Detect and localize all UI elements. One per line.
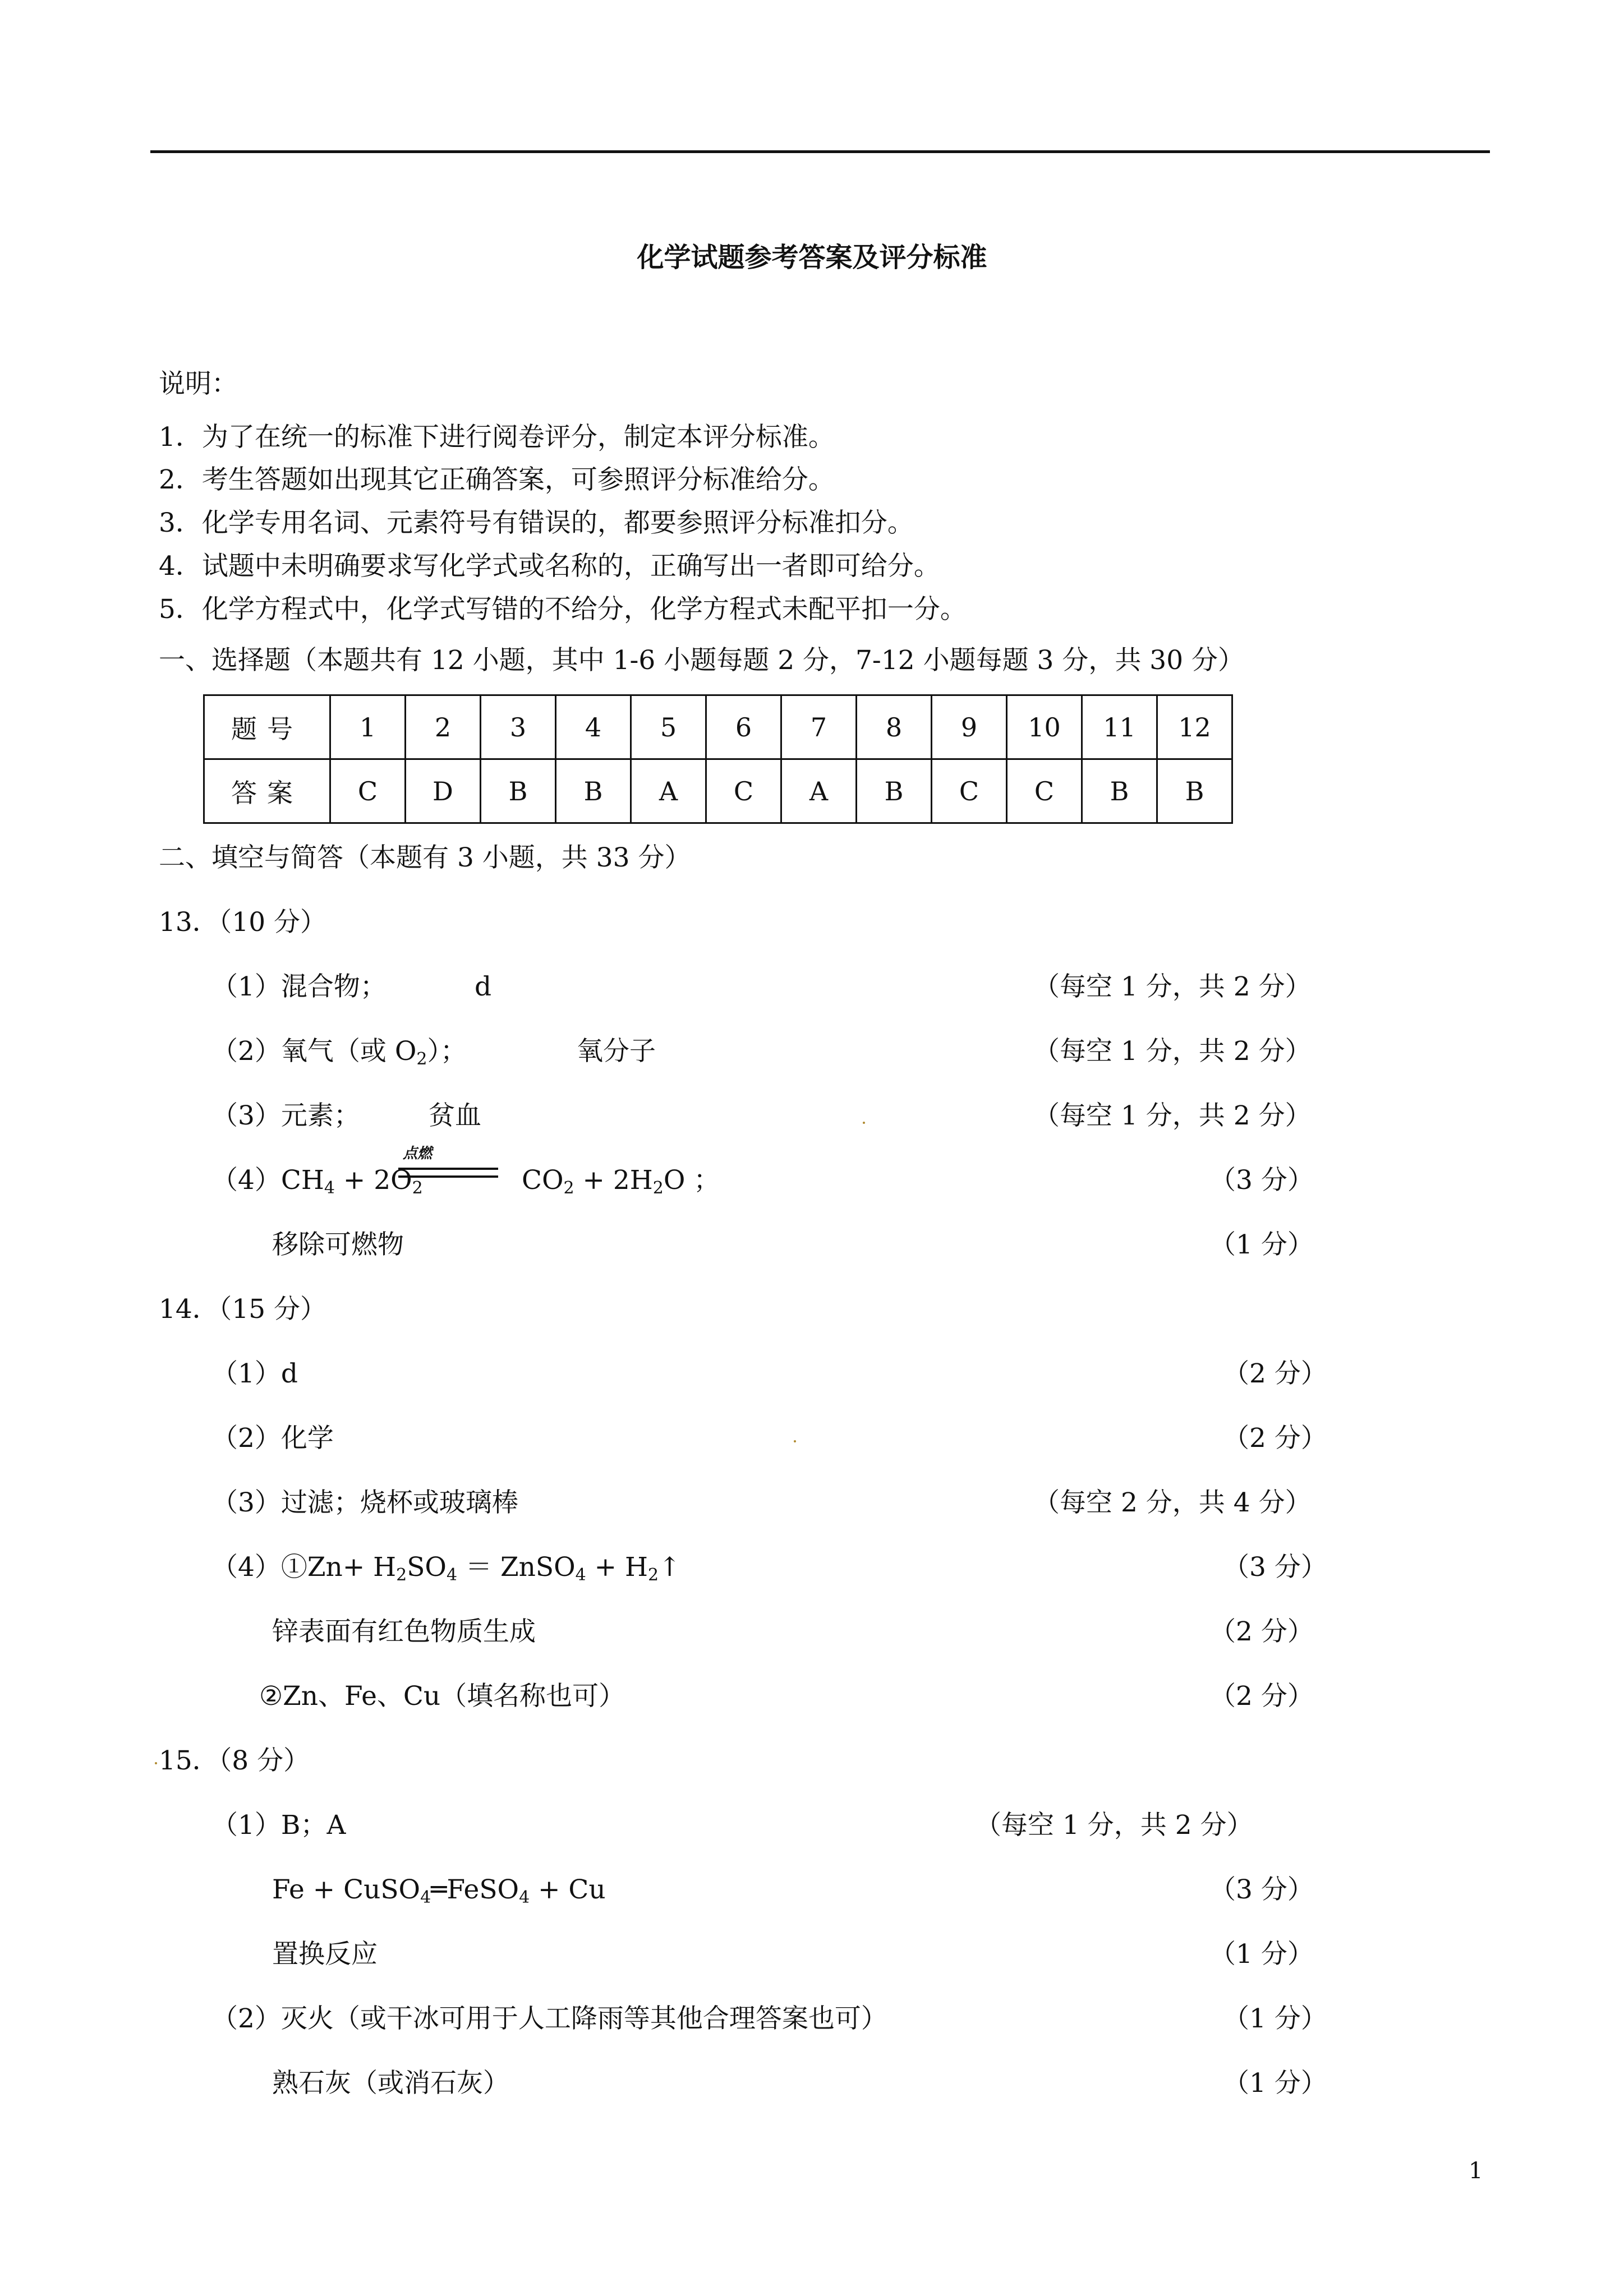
row-label-answer: 答案 bbox=[204, 759, 330, 823]
answer-cell: C bbox=[932, 759, 1007, 823]
q14-2-answer: （2）化学 bbox=[211, 1423, 334, 1454]
row-label-number: 题号 bbox=[204, 695, 330, 759]
note-3: 3．化学专用名词、元素符号有错误的，都要参照评分标准扣分。 bbox=[159, 508, 914, 538]
q14-1-score: （2 分） bbox=[1223, 1358, 1327, 1389]
answer-cell: A bbox=[781, 759, 857, 823]
q15-2-answer: （2）灭火（或干冰可用于人工降雨等其他合理答案也可） bbox=[211, 2003, 887, 2034]
q13-3-score: （每空 1 分，共 2 分） bbox=[1033, 1100, 1312, 1131]
q15-1-score: （每空 1 分，共 2 分） bbox=[975, 1810, 1253, 1841]
speck bbox=[863, 1122, 865, 1124]
number-cell: 6 bbox=[706, 695, 781, 759]
number-cell: 3 bbox=[481, 695, 556, 759]
number-cell: 10 bbox=[1007, 695, 1082, 759]
q14-6-answer: ②Zn、Fe、Cu（填名称也可） bbox=[259, 1681, 625, 1712]
answer-cell: B bbox=[481, 759, 556, 823]
number-cell: 12 bbox=[1157, 695, 1232, 759]
q15-heading: 15．（8 分） bbox=[159, 1745, 310, 1776]
q14-3-score: （每空 2 分，共 4 分） bbox=[1033, 1487, 1312, 1518]
q14-2-score: （2 分） bbox=[1223, 1423, 1327, 1454]
number-cell: 4 bbox=[556, 695, 631, 759]
q13-1-answer: （1）混合物； bbox=[211, 971, 387, 1002]
page-number: 1 bbox=[1469, 2158, 1483, 2184]
q13-4-reactants: $(4)CH_4 + 2O_2$ bbox=[211, 1165, 423, 1198]
q13-2-score: （每空 1 分，共 2 分） bbox=[1033, 1036, 1312, 1067]
q15-1-reaction-type: 置换反应 bbox=[272, 1939, 378, 1970]
q14-3-answer: （3）过滤；烧杯或玻璃棒 bbox=[211, 1487, 518, 1518]
notes-heading: 说明： bbox=[159, 368, 238, 399]
note-4: 4．试题中未明确要求写化学式或名称的，正确写出一者即可给分。 bbox=[159, 551, 940, 582]
answer-cell: A bbox=[631, 759, 706, 823]
q13-4-products: $CO_2 + 2H_2O$ ； bbox=[522, 1165, 720, 1198]
q14-heading: 14．（15 分） bbox=[159, 1294, 327, 1325]
reaction-condition: 点燃 bbox=[403, 1145, 433, 1162]
number-cell: 2 bbox=[406, 695, 481, 759]
q13-1-score: （每空 1 分，共 2 分） bbox=[1033, 971, 1312, 1002]
answer-cell: C bbox=[706, 759, 781, 823]
number-cell: 11 bbox=[1082, 695, 1157, 759]
answer-cell: B bbox=[556, 759, 631, 823]
answer-cell: C bbox=[330, 759, 406, 823]
q15-1-answer: （1）B；A bbox=[211, 1810, 346, 1841]
double-bar-equals-icon bbox=[397, 1164, 499, 1183]
q15-2-answer-b-score: （1 分） bbox=[1223, 2068, 1327, 2099]
number-cell: 9 bbox=[932, 695, 1007, 759]
answer-table-answer-row bbox=[204, 759, 1232, 823]
note-5: 5．化学方程式中，化学式写错的不给分，化学方程式未配平扣一分。 bbox=[159, 594, 967, 625]
q15-1-equation: Fe + CuSO$_4$═FeSO$_4$ + Cu bbox=[272, 1874, 606, 1907]
answer-cell: B bbox=[857, 759, 932, 823]
q14-1-answer: （1）d bbox=[211, 1358, 298, 1389]
q15-2-answer-b: 熟石灰（或消石灰） bbox=[272, 2068, 509, 2099]
q14-6-score: （2 分） bbox=[1209, 1681, 1314, 1712]
q14-5-score: （2 分） bbox=[1209, 1616, 1314, 1647]
answer-cell: B bbox=[1082, 759, 1157, 823]
q13-1-answer-b: d bbox=[475, 971, 492, 1002]
number-cell: 8 bbox=[857, 695, 932, 759]
q13-5-score: （1 分） bbox=[1209, 1229, 1314, 1260]
q13-4-score: （3 分） bbox=[1209, 1165, 1314, 1196]
q14-4-score: （3 分） bbox=[1223, 1552, 1327, 1583]
q15-1-equation-score: （3 分） bbox=[1209, 1874, 1314, 1905]
q13-3-answer: （3）元素； bbox=[211, 1100, 360, 1131]
answer-table-number-row bbox=[204, 695, 1232, 759]
note-1: 1．为了在统一的标准下进行阅卷评分，制定本评分标准。 bbox=[159, 422, 835, 453]
q14-5-answer: 锌表面有红色物质生成 bbox=[272, 1616, 536, 1647]
section-1-heading: 一、选择题（本题共有 12 小题，其中 1-6 小题每题 2 分，7-12 小题每题 3 分，共 30 分） bbox=[159, 645, 1245, 676]
answer-cell: C bbox=[1007, 759, 1082, 823]
number-cell: 5 bbox=[631, 695, 706, 759]
number-cell: 7 bbox=[781, 695, 857, 759]
speck bbox=[155, 1762, 157, 1764]
q13-2-answer-b: 氧分子 bbox=[577, 1036, 656, 1067]
number-cell: 1 bbox=[330, 695, 406, 759]
answer-cell: D bbox=[406, 759, 481, 823]
header-rule bbox=[150, 150, 1490, 153]
speck bbox=[794, 1440, 796, 1442]
answer-table bbox=[203, 694, 1233, 824]
q13-2-answer: （2）氧气（或 $O_2$）； bbox=[211, 1036, 467, 1069]
q15-1-reaction-type-score: （1 分） bbox=[1209, 1939, 1314, 1970]
note-2: 2．考生答题如出现其它正确答案，可参照评分标准给分。 bbox=[159, 464, 835, 495]
q13-3-answer-b: 贫血 bbox=[429, 1100, 481, 1131]
q14-4-equation: （4）①Zn+ $H_2SO_4$ ＝ ZnSO$_4$ + $H_2↑$ bbox=[211, 1552, 681, 1585]
q15-2-score: （1 分） bbox=[1223, 2003, 1327, 2034]
answer-cell: B bbox=[1157, 759, 1232, 823]
page-title: 化学试题参考答案及评分标准 bbox=[637, 242, 987, 273]
q13-heading: 13．（10 分） bbox=[159, 907, 327, 938]
q13-5-answer: 移除可燃物 bbox=[272, 1229, 404, 1260]
section-2-heading: 二、填空与简答（本题有 3 小题，共 33 分） bbox=[159, 842, 691, 873]
